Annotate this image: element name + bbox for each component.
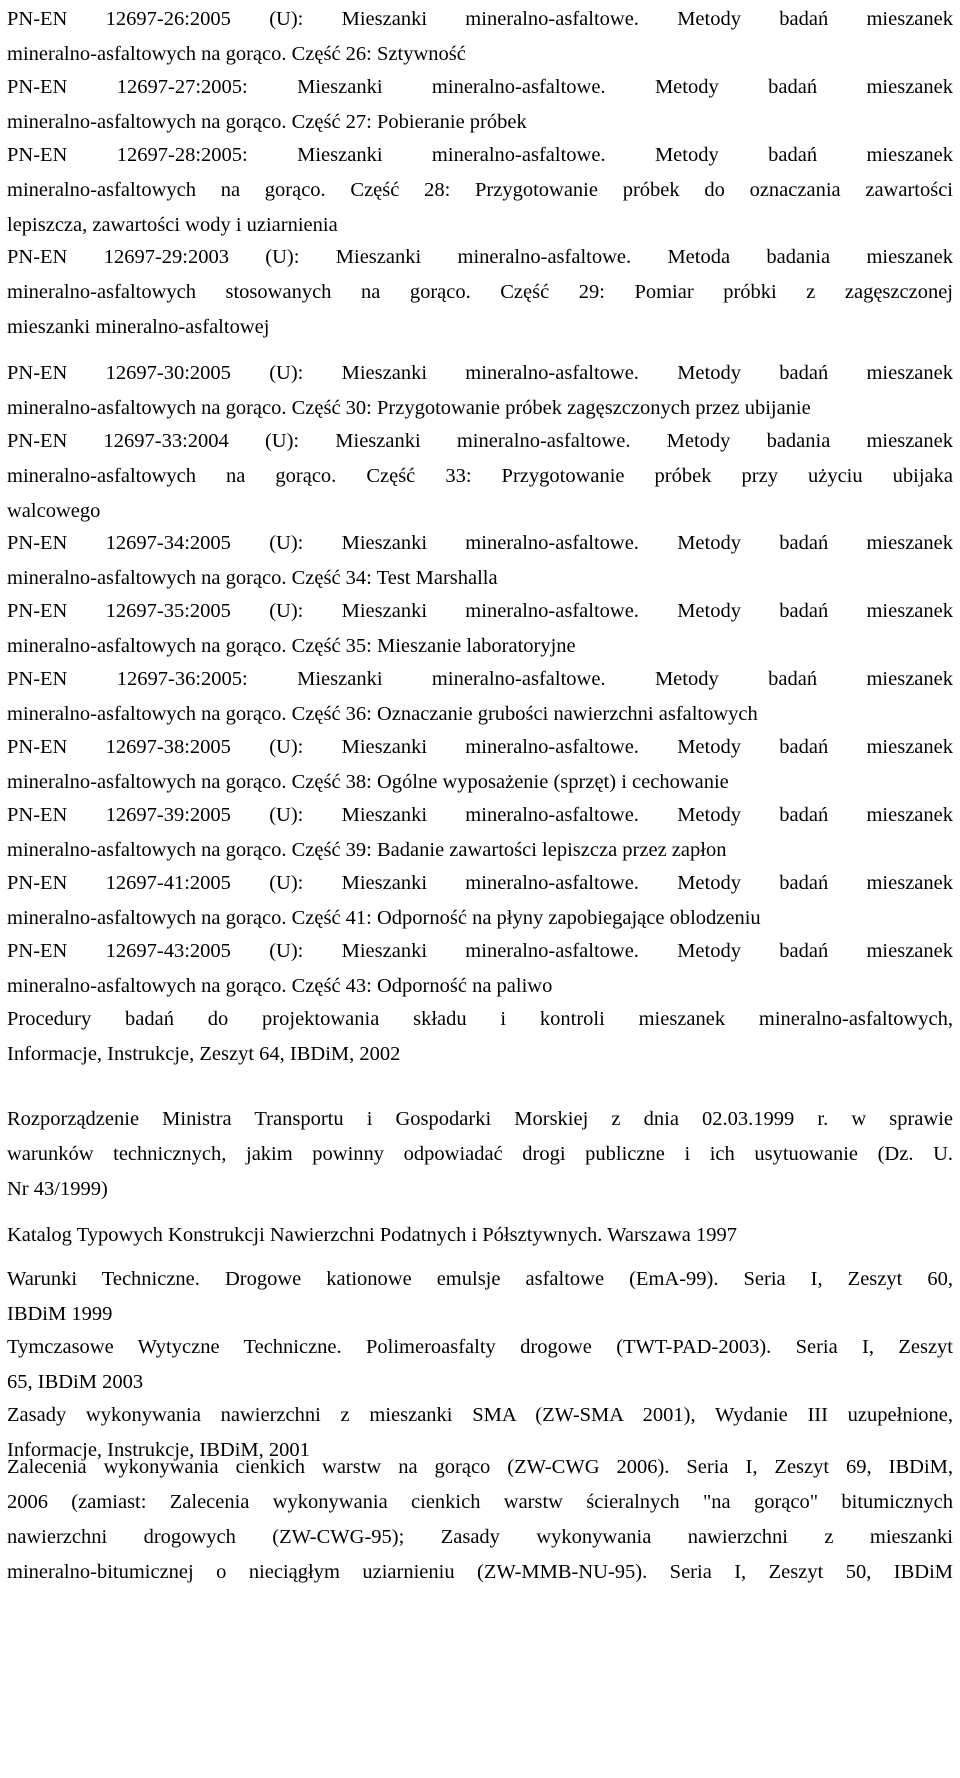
reference-line: mineralno-asfaltowych na gorąco. Część 26: Sztywność [7,43,466,65]
reference-entry [7,2,953,72]
reference-line: PN-EN 12697-26:2005 (U): Mieszanki mineralno-asfaltowe. Metody badań mieszanek [7,8,953,30]
reference-line: mineralno-asfaltowych na gorąco. Część 33: Przygotowanie próbek przy użyciu ubijaka [7,465,953,487]
reference-line: mineralno-asfaltowych stosowanych na gorąco. Część 29: Pomiar próbki z zagęszczonej [7,281,953,303]
reference-line: PN-EN 12697-35:2005 (U): Mieszanki mineralno-asfaltowe. Metody badań mieszanek [7,600,953,622]
reference-line: Zasady wykonywania nawierzchni z mieszanki SMA (ZW-SMA 2001), Wydanie III uzupełnione, [7,1404,953,1426]
reference-line: mineralno-asfaltowych na gorąco. Część 34: Test Marshalla [7,567,498,589]
reference-entry [7,526,953,596]
reference-line: nawierzchni drogowych (ZW-CWG-95); Zasady wykonywania nawierzchni z mieszanki [7,1526,953,1548]
reference-line: mineralno-asfaltowych na gorąco. Część 41: Odporność na płyny zapobiegające oblodzeniu [7,907,761,929]
reference-line: PN-EN 12697-30:2005 (U): Mieszanki mineralno-asfaltowe. Metody badań mieszanek [7,362,953,384]
reference-entry [7,934,953,1004]
reference-line: mineralno-asfaltowych na gorąco. Część 39: Badanie zawartości lepiszcza przez zapłon [7,839,727,861]
reference-entry [7,1218,953,1253]
reference-line: IBDiM 1999 [7,1303,113,1325]
reference-line: PN-EN 12697-36:2005: Mieszanki mineralno-asfaltowe. Metody badań mieszanek [7,668,953,690]
reference-line: mineralno-asfaltowych na gorąco. Część 35: Mieszanie laboratoryjne [7,635,576,657]
reference-entry [7,798,953,868]
reference-line: Tymczasowe Wytyczne Techniczne. Polimeroasfalty drogowe (TWT-PAD-2003). Seria I, Zeszyt [7,1336,953,1358]
reference-line: PN-EN 12697-43:2005 (U): Mieszanki mineralno-asfaltowe. Metody badań mieszanek [7,940,953,962]
reference-line: mineralno-asfaltowych na gorąco. Część 28: Przygotowanie próbek do oznaczania zawartości [7,179,953,201]
reference-line: PN-EN 12697-41:2005 (U): Mieszanki mineralno-asfaltowe. Metody badań mieszanek [7,872,953,894]
reference-line: walcowego [7,500,101,522]
reference-line: 65, IBDiM 2003 [7,1371,144,1393]
reference-line: Informacje, Instrukcje, Zeszyt 64, IBDiM, 2002 [7,1043,401,1065]
reference-line: Katalog Typowych Konstrukcji Nawierzchni Podatnych i Półsztywnych. Warszawa 1997 [7,1224,738,1246]
reference-line: mieszanki mineralno-asfaltowej [7,316,270,338]
reference-line: Informacje, Instrukcje, IBDiM, 2001 [7,1439,310,1461]
reference-line: Rozporządzenie Ministra Transportu i Gospodarki Morskiej z dnia 02.03.1999 r. w sprawie [7,1108,953,1130]
reference-entry [7,662,953,732]
reference-line: 2006 (zamiast: Zalecenia wykonywania cienkich warstw ścieralnych "na gorąco" bitumicznych [7,1491,953,1513]
reference-line: mineralno-asfaltowych na gorąco. Część 43: Odporność na paliwo [7,975,553,997]
reference-entry [7,866,953,936]
reference-entry [7,356,953,426]
reference-line: PN-EN 12697-29:2003 (U): Mieszanki mineralno-asfaltowe. Metoda badania mieszanek [7,246,953,268]
reference-line: Nr 43/1999) [7,1178,108,1200]
reference-line: PN-EN 12697-39:2005 (U): Mieszanki mineralno-asfaltowe. Metody badań mieszanek [7,804,953,826]
reference-entry [7,424,953,529]
reference-entry [7,1102,953,1207]
reference-entry [7,1330,953,1400]
reference-line: mineralno-asfaltowych na gorąco. Część 38: Ogólne wyposażenie (sprzęt) i cechowanie [7,771,729,793]
reference-line: mineralno-asfaltowych na gorąco. Część 27: Pobieranie próbek [7,111,527,133]
reference-line: PN-EN 12697-33:2004 (U): Mieszanki mineralno-asfaltowe. Metody badania mieszanek [7,430,953,452]
reference-line: mineralno-bitumicznej o nieciągłym uziarnieniu (ZW-MMB-NU-95). Seria I, Zeszyt 50, IBDiM [7,1561,953,1583]
reference-entry [7,730,953,800]
reference-entry [7,138,953,243]
reference-entry [7,240,953,345]
reference-line: mineralno-asfaltowych na gorąco. Część 30: Przygotowanie próbek zagęszczonych przez ubijanie [7,397,811,419]
reference-line: mineralno-asfaltowych na gorąco. Część 36: Oznaczanie grubości nawierzchni asfaltowych [7,703,758,725]
reference-entry [7,1262,953,1332]
reference-line: PN-EN 12697-28:2005: Mieszanki mineralno-asfaltowe. Metody badań mieszanek [7,144,953,166]
reference-entry [7,1450,953,1590]
reference-line: Warunki Techniczne. Drogowe kationowe emulsje asfaltowe (EmA-99). Seria I, Zeszyt 60, [7,1268,953,1290]
reference-line: Zalecenia wykonywania cienkich warstw na gorąco (ZW-CWG 2006). Seria I, Zeszyt 69, IBDiM, [7,1456,953,1478]
reference-line: lepiszcza, zawartości wody i uziarnienia [7,214,338,236]
reference-line: Procedury badań do projektowania składu i kontroli mieszanek mineralno-asfaltowych, [7,1008,953,1030]
reference-entry [7,70,953,140]
reference-entry [7,1002,953,1072]
reference-line: PN-EN 12697-38:2005 (U): Mieszanki mineralno-asfaltowe. Metody badań mieszanek [7,736,953,758]
reference-line: PN-EN 12697-34:2005 (U): Mieszanki mineralno-asfaltowe. Metody badań mieszanek [7,532,953,554]
reference-entry [7,594,953,664]
reference-line: PN-EN 12697-27:2005: Mieszanki mineralno-asfaltowe. Metody badań mieszanek [7,76,953,98]
reference-line: warunków technicznych, jakim powinny odpowiadać drogi publiczne i ich usytuowanie (Dz. U. [7,1143,953,1165]
